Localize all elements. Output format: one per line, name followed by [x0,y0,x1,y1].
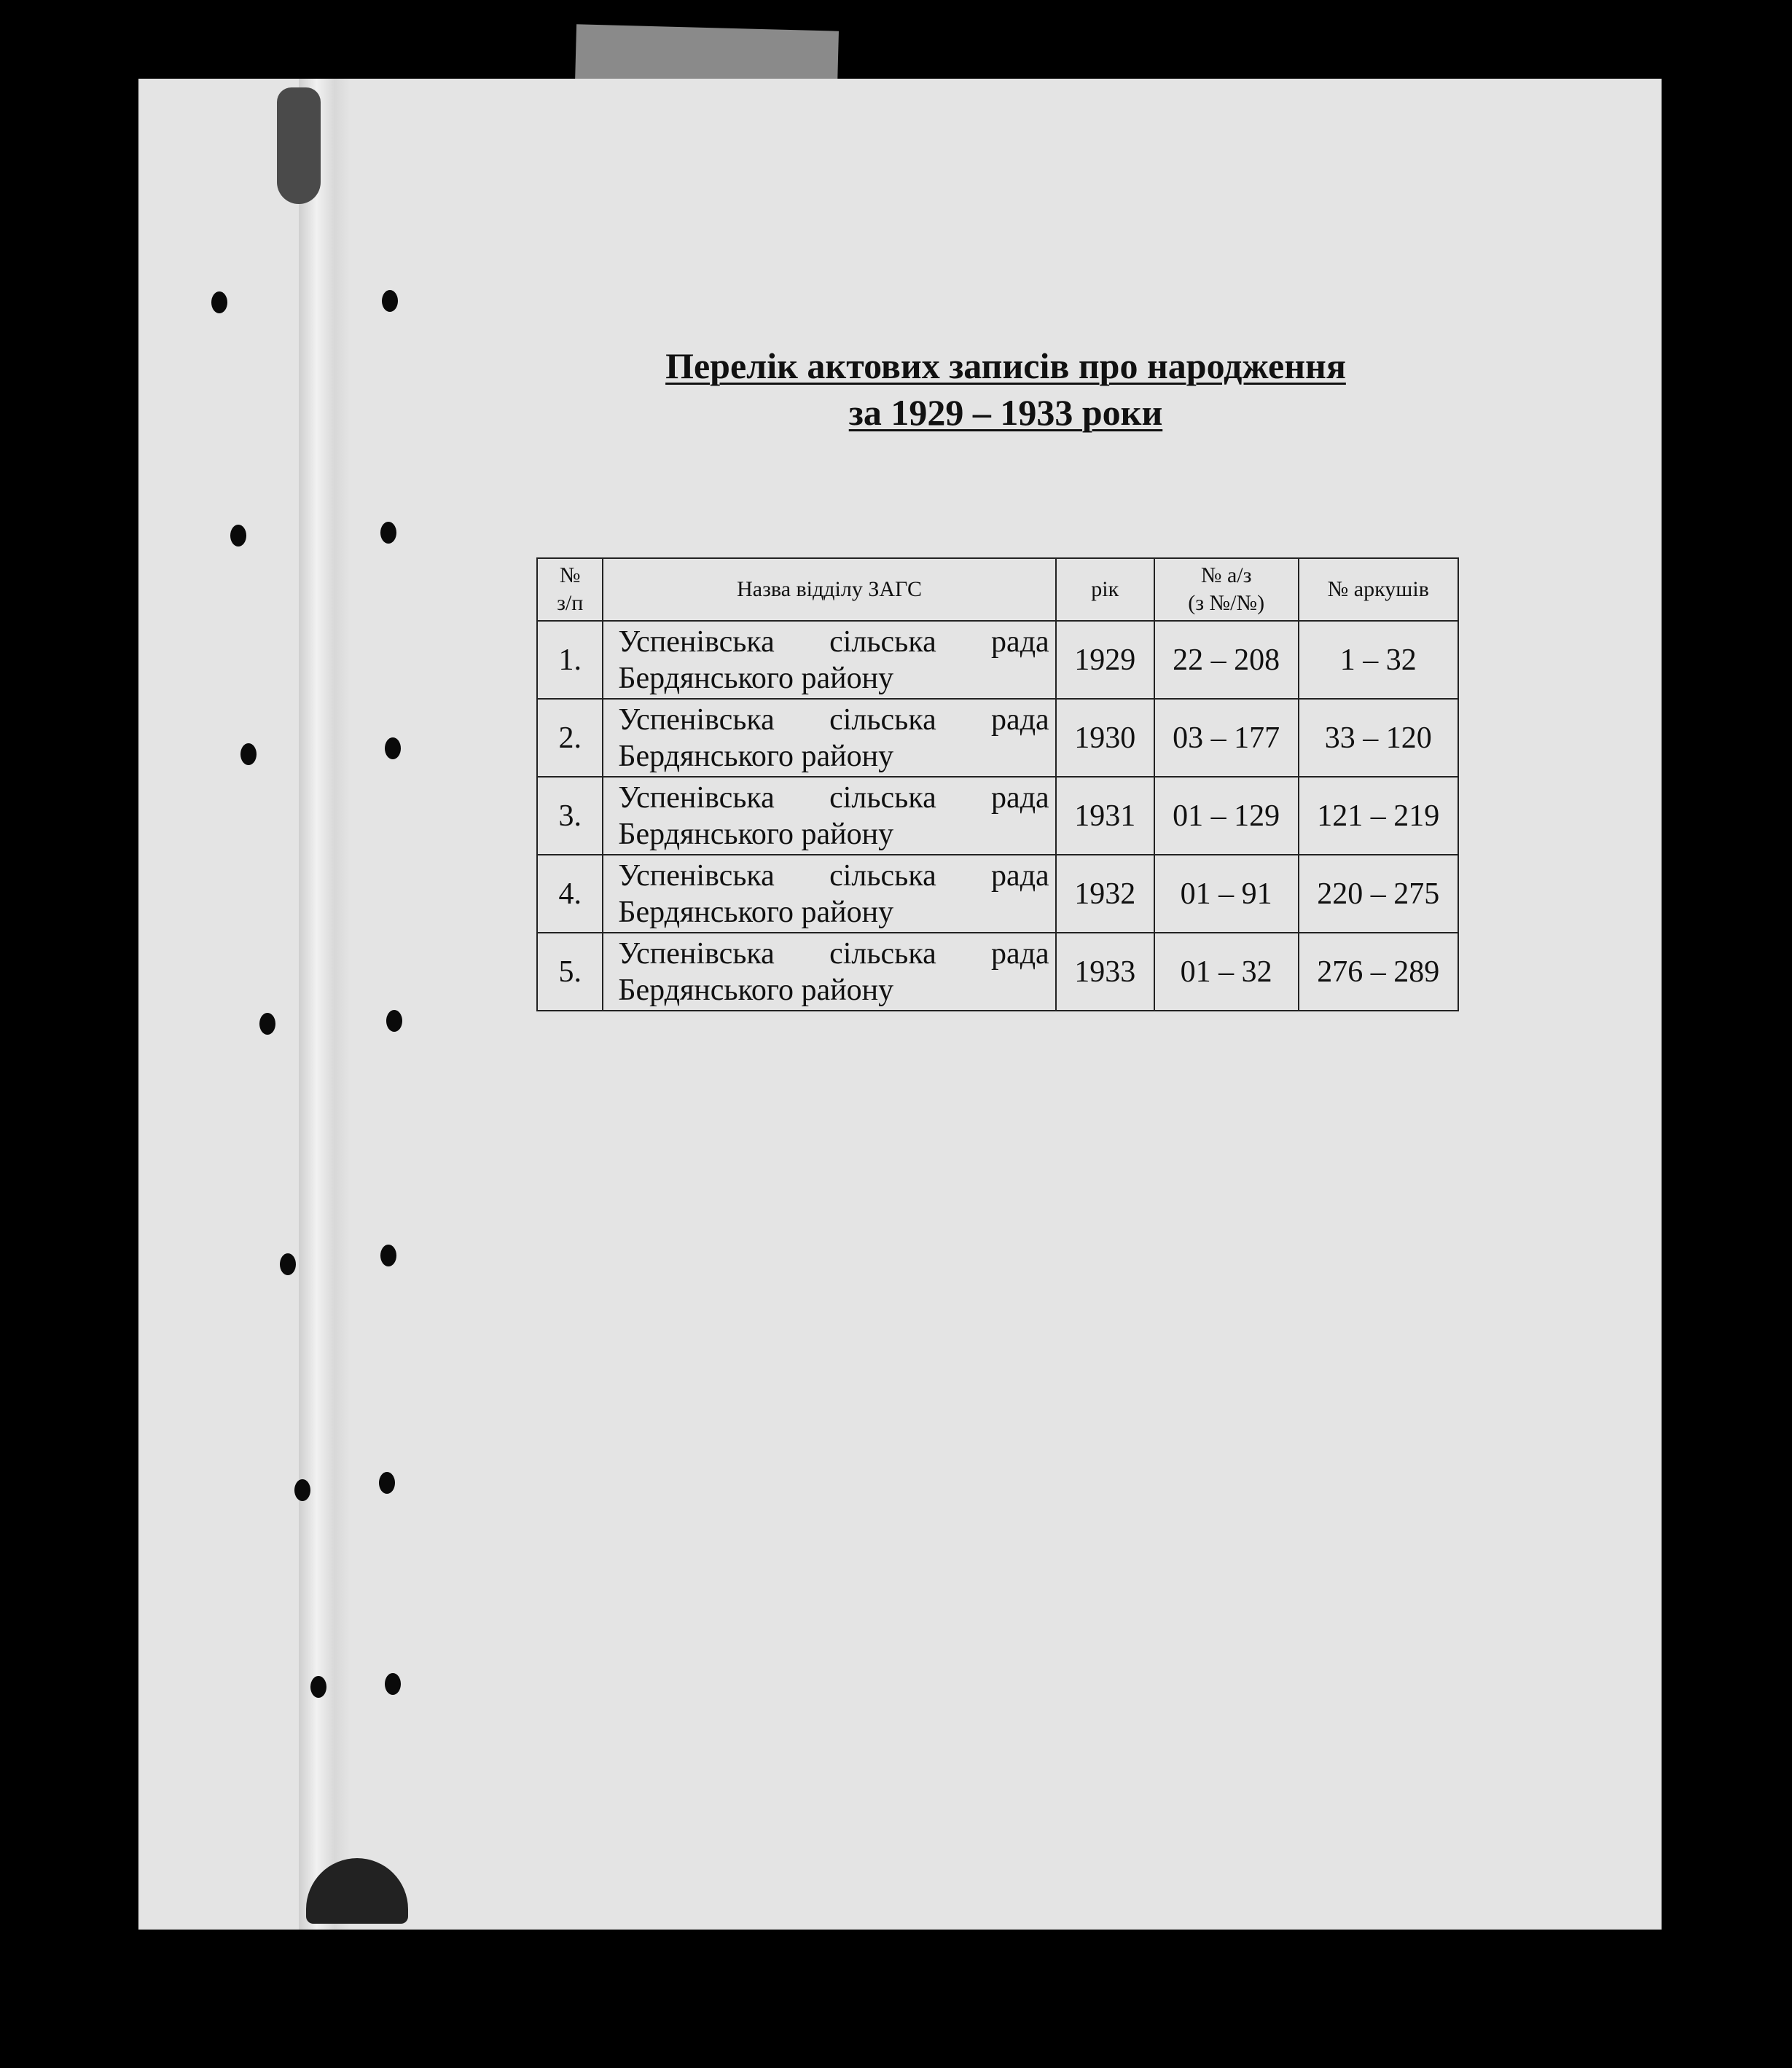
office-district: Бердянського району [618,973,894,1007]
table-row [537,777,1458,855]
binding-hole [386,1010,402,1032]
header-acts [1154,558,1299,621]
row-office [603,621,1055,699]
binding-fold [299,79,350,1930]
header-number-sign: № [559,563,581,587]
header-number-abbr: з/п [557,591,584,615]
binding-hole [259,1013,275,1035]
row-sheets: 121 – 219 [1299,777,1458,855]
birth-records-table [536,557,1459,1011]
binding-hole [385,737,401,759]
office-district: Бердянського району [618,661,894,695]
binding-hole [379,1472,395,1494]
row-sheets: 1 – 32 [1299,621,1458,699]
row-sheets: 220 – 275 [1299,855,1458,933]
row-acts: 01 – 129 [1154,777,1299,855]
row-number: 3. [537,777,603,855]
binding-hole [380,522,396,544]
row-year: 1932 [1056,855,1154,933]
row-acts: 03 – 177 [1154,699,1299,777]
row-year: 1931 [1056,777,1154,855]
row-year: 1930 [1056,699,1154,777]
office-name: Успенівська сільська рада [618,936,1049,971]
binding-hole [280,1253,296,1275]
office-name: Успенівська сільська рада [618,858,1049,893]
table-row [537,855,1458,933]
title-line-1: Перелік актових записів про народження [665,345,1346,386]
row-number: 2. [537,699,603,777]
table-header-row [537,558,1458,621]
binding-hole [211,291,227,313]
table-row [537,933,1458,1011]
office-district: Бердянського району [618,739,894,773]
binding-hole [240,743,257,765]
row-acts: 01 – 91 [1154,855,1299,933]
row-number: 5. [537,933,603,1011]
office-name: Успенівська сільська рада [618,624,1049,659]
row-office [603,777,1055,855]
row-sheets: 276 – 289 [1299,933,1458,1011]
office-district: Бердянського району [618,895,894,929]
row-number: 4. [537,855,603,933]
torn-edge-top [277,87,321,204]
table-row [537,699,1458,777]
title-line-2: за 1929 – 1933 роки [848,392,1163,433]
row-acts: 01 – 32 [1154,933,1299,1011]
row-office [603,855,1055,933]
header-acts-range: (з №/№) [1188,591,1265,615]
binding-hole [380,1245,396,1266]
row-office [603,933,1055,1011]
header-acts-label: № а/з [1200,563,1252,587]
row-acts: 22 – 208 [1154,621,1299,699]
row-office [603,699,1055,777]
table-row [537,621,1458,699]
office-name: Успенівська сільська рада [618,702,1049,737]
row-year: 1933 [1056,933,1154,1011]
header-number [537,558,603,621]
binding-hole [382,290,398,312]
binding-hole [294,1479,310,1501]
office-name: Успенівська сільська рада [618,780,1049,815]
page-title [510,342,1501,436]
office-district: Бердянського району [618,817,894,851]
header-office: Назва відділу ЗАГС [603,558,1055,621]
binding-hole [230,525,246,547]
row-year: 1929 [1056,621,1154,699]
binding-hole [385,1673,401,1695]
binding-hole [310,1676,326,1698]
header-year: рік [1056,558,1154,621]
row-sheets: 33 – 120 [1299,699,1458,777]
row-number: 1. [537,621,603,699]
header-sheets: № аркушів [1299,558,1458,621]
